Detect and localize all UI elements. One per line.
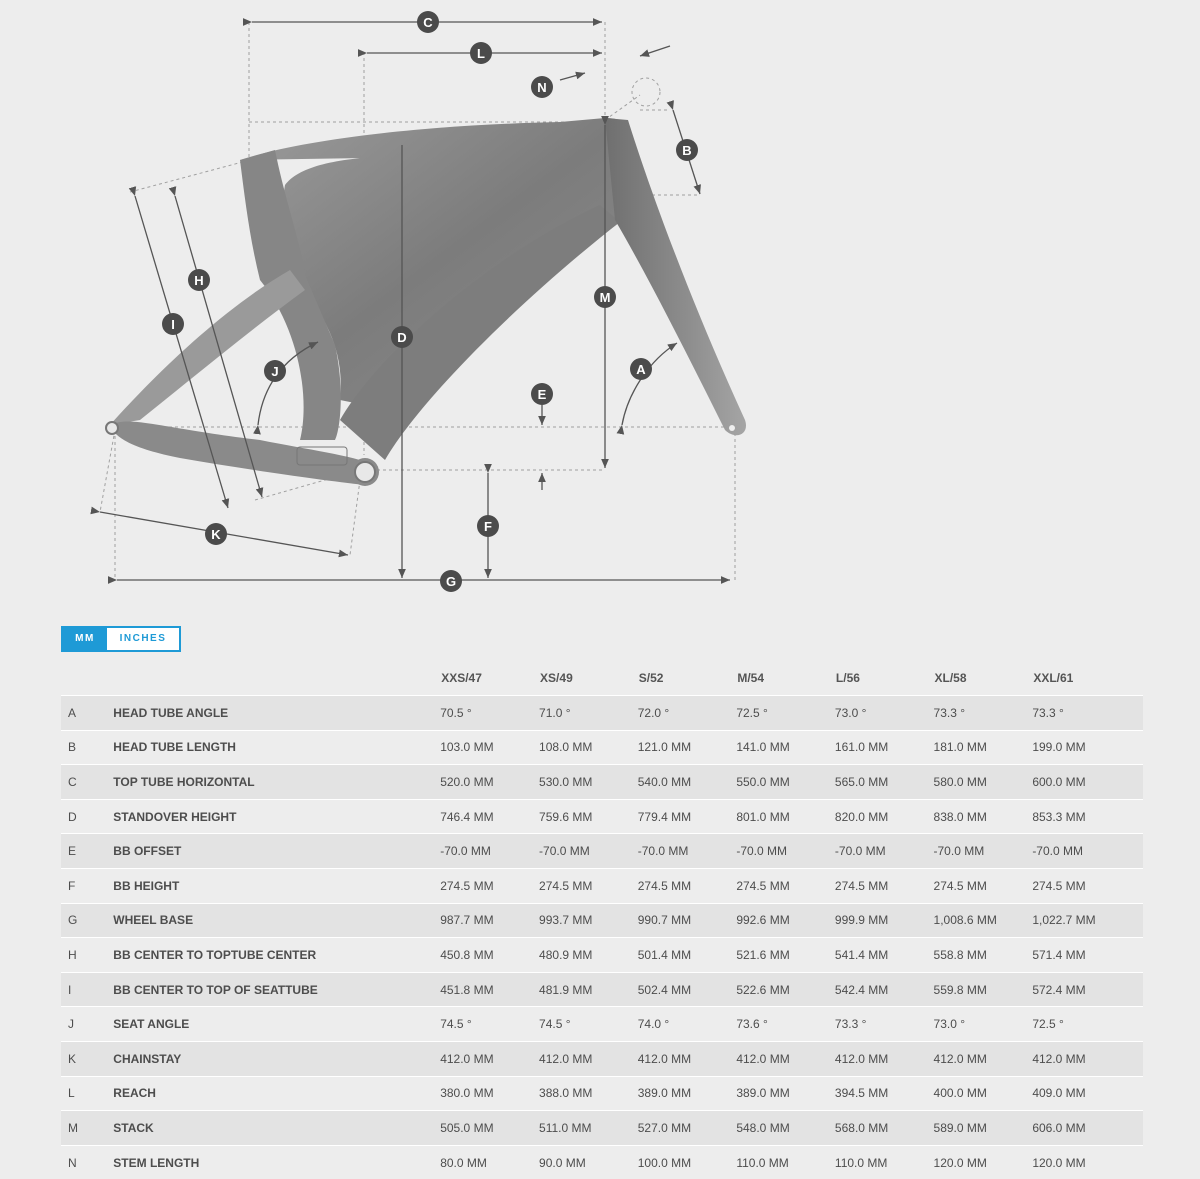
row-value: 73.0 ° (835, 696, 934, 731)
row-letter: H (61, 938, 113, 973)
row-value: 530.0 MM (539, 765, 638, 800)
row-value: 541.4 MM (835, 938, 934, 973)
row-value: 1,008.6 MM (934, 903, 1033, 938)
row-value: 71.0 ° (539, 696, 638, 731)
row-value: 110.0 MM (736, 1145, 835, 1179)
row-value: 450.8 MM (440, 938, 539, 973)
row-letter: G (61, 903, 113, 938)
row-value: 502.4 MM (638, 972, 737, 1007)
row-value: 181.0 MM (934, 730, 1033, 765)
row-value: 550.0 MM (736, 765, 835, 800)
row-value: 568.0 MM (835, 1111, 934, 1146)
row-letter: C (61, 765, 113, 800)
row-value: 274.5 MM (835, 868, 934, 903)
row-value: 74.0 ° (638, 1007, 737, 1042)
size-header: XL/58 (934, 660, 1033, 696)
svg-text:I: I (171, 317, 175, 332)
row-value: 572.4 MM (1032, 972, 1143, 1007)
row-value: 501.4 MM (638, 938, 737, 973)
row-name: STEM LENGTH (113, 1145, 440, 1179)
row-value: 73.3 ° (934, 696, 1033, 731)
geometry-table-body (61, 696, 1143, 1179)
table-row (61, 1076, 1143, 1111)
row-value: 412.0 MM (835, 1041, 934, 1076)
unit-inches-button[interactable]: INCHES (107, 628, 179, 650)
row-value: 90.0 MM (539, 1145, 638, 1179)
size-header: L/56 (835, 660, 934, 696)
marker-a (630, 358, 652, 380)
row-value: 571.4 MM (1032, 938, 1143, 973)
svg-text:J: J (271, 364, 278, 379)
row-value: 274.5 MM (440, 868, 539, 903)
svg-text:K: K (211, 527, 221, 542)
row-letter: A (61, 696, 113, 731)
size-header: XXS/47 (440, 660, 539, 696)
table-row (61, 1145, 1143, 1179)
row-value: 400.0 MM (934, 1076, 1033, 1111)
row-name: STACK (113, 1111, 440, 1146)
row-value: 70.5 ° (440, 696, 539, 731)
row-value: 999.9 MM (835, 903, 934, 938)
row-value: 380.0 MM (440, 1076, 539, 1111)
row-value: 110.0 MM (835, 1145, 934, 1179)
row-value: 779.4 MM (638, 799, 737, 834)
row-value: 558.8 MM (934, 938, 1033, 973)
geometry-table-header (61, 660, 1143, 696)
row-value: 542.4 MM (835, 972, 934, 1007)
marker-c (417, 11, 439, 33)
row-value: 992.6 MM (736, 903, 835, 938)
row-value: 412.0 MM (539, 1041, 638, 1076)
row-value: 274.5 MM (736, 868, 835, 903)
row-value: 527.0 MM (638, 1111, 737, 1146)
row-value: 565.0 MM (835, 765, 934, 800)
row-value: 274.5 MM (934, 868, 1033, 903)
table-row (61, 868, 1143, 903)
svg-text:N: N (537, 80, 546, 95)
row-value: 838.0 MM (934, 799, 1033, 834)
size-header: XS/49 (539, 660, 638, 696)
marker-h (188, 269, 210, 291)
row-value: 589.0 MM (934, 1111, 1033, 1146)
marker-m (594, 286, 616, 308)
row-value: 80.0 MM (440, 1145, 539, 1179)
table-row (61, 696, 1143, 731)
row-value: 100.0 MM (638, 1145, 737, 1179)
marker-n (531, 76, 553, 98)
row-letter: D (61, 799, 113, 834)
row-value: 74.5 ° (440, 1007, 539, 1042)
row-value: 520.0 MM (440, 765, 539, 800)
row-name: HEAD TUBE LENGTH (113, 730, 440, 765)
header-letter (61, 660, 113, 696)
row-value: -70.0 MM (638, 834, 737, 869)
row-value: 394.5 MM (835, 1076, 934, 1111)
row-value: -70.0 MM (539, 834, 638, 869)
row-letter: I (61, 972, 113, 1007)
row-value: 73.0 ° (934, 1007, 1033, 1042)
row-value: 801.0 MM (736, 799, 835, 834)
row-value: 505.0 MM (440, 1111, 539, 1146)
row-value: 274.5 MM (638, 868, 737, 903)
table-row (61, 730, 1143, 765)
unit-toggle (61, 626, 181, 652)
row-value: 511.0 MM (539, 1111, 638, 1146)
row-value: 120.0 MM (934, 1145, 1033, 1179)
marker-f (477, 515, 499, 537)
row-value: -70.0 MM (934, 834, 1033, 869)
row-value: 274.5 MM (539, 868, 638, 903)
size-header: S/52 (638, 660, 737, 696)
svg-text:D: D (397, 330, 406, 345)
table-row (61, 799, 1143, 834)
table-row (61, 903, 1143, 938)
row-value: -70.0 MM (1032, 834, 1143, 869)
row-name: HEAD TUBE ANGLE (113, 696, 440, 731)
table-row (61, 765, 1143, 800)
row-letter: N (61, 1145, 113, 1179)
row-value: 1,022.7 MM (1032, 903, 1143, 938)
row-value: 199.0 MM (1032, 730, 1143, 765)
row-name: BB CENTER TO TOP OF SEATTUBE (113, 972, 440, 1007)
row-value: -70.0 MM (736, 834, 835, 869)
row-name: SEAT ANGLE (113, 1007, 440, 1042)
row-value: 389.0 MM (638, 1076, 737, 1111)
row-value: 412.0 MM (1032, 1041, 1143, 1076)
row-name: BB CENTER TO TOPTUBE CENTER (113, 938, 440, 973)
marker-l (470, 42, 492, 64)
row-value: 72.5 ° (1032, 1007, 1143, 1042)
geometry-table (61, 660, 1143, 1179)
table-row (61, 1041, 1143, 1076)
marker-b (676, 139, 698, 161)
row-value: 993.7 MM (539, 903, 638, 938)
row-value: 990.7 MM (638, 903, 737, 938)
marker-i (162, 313, 184, 335)
row-value: 73.3 ° (835, 1007, 934, 1042)
svg-text:A: A (636, 362, 646, 377)
svg-text:F: F (484, 519, 492, 534)
table-row (61, 834, 1143, 869)
row-name: STANDOVER HEIGHT (113, 799, 440, 834)
size-header: XXL/61 (1032, 660, 1143, 696)
row-value: 580.0 MM (934, 765, 1033, 800)
row-value: 412.0 MM (736, 1041, 835, 1076)
table-row (61, 972, 1143, 1007)
row-value: 451.8 MM (440, 972, 539, 1007)
row-value: 388.0 MM (539, 1076, 638, 1111)
table-row (61, 1111, 1143, 1146)
row-letter: J (61, 1007, 113, 1042)
row-value: 120.0 MM (1032, 1145, 1143, 1179)
size-header: M/54 (736, 660, 835, 696)
row-value: -70.0 MM (440, 834, 539, 869)
marker-d (391, 326, 413, 348)
row-value: 559.8 MM (934, 972, 1033, 1007)
row-value: 121.0 MM (638, 730, 737, 765)
svg-text:E: E (538, 387, 547, 402)
svg-text:H: H (194, 273, 203, 288)
row-value: 540.0 MM (638, 765, 737, 800)
row-value: 521.6 MM (736, 938, 835, 973)
row-value: 274.5 MM (1032, 868, 1143, 903)
row-value: 72.0 ° (638, 696, 737, 731)
row-value: 108.0 MM (539, 730, 638, 765)
marker-j (264, 360, 286, 382)
row-letter: B (61, 730, 113, 765)
row-value: 412.0 MM (934, 1041, 1033, 1076)
svg-text:C: C (423, 15, 433, 30)
row-value: 389.0 MM (736, 1076, 835, 1111)
svg-text:G: G (446, 574, 456, 589)
svg-text:L: L (477, 46, 485, 61)
row-value: 74.5 ° (539, 1007, 638, 1042)
row-value: 853.3 MM (1032, 799, 1143, 834)
row-value: 73.6 ° (736, 1007, 835, 1042)
row-name: REACH (113, 1076, 440, 1111)
row-value: 746.4 MM (440, 799, 539, 834)
row-letter: E (61, 834, 113, 869)
svg-text:M: M (600, 290, 611, 305)
row-letter: K (61, 1041, 113, 1076)
row-value: 73.3 ° (1032, 696, 1143, 731)
size-header-row (61, 660, 1143, 696)
row-name: CHAINSTAY (113, 1041, 440, 1076)
svg-text:B: B (682, 143, 691, 158)
row-value: 481.9 MM (539, 972, 638, 1007)
marker-k (205, 523, 227, 545)
row-value: 412.0 MM (638, 1041, 737, 1076)
row-value: 412.0 MM (440, 1041, 539, 1076)
row-value: 141.0 MM (736, 730, 835, 765)
row-value: 409.0 MM (1032, 1076, 1143, 1111)
row-name: WHEEL BASE (113, 903, 440, 938)
row-value: 759.6 MM (539, 799, 638, 834)
row-letter: F (61, 868, 113, 903)
row-letter: M (61, 1111, 113, 1146)
row-value: 103.0 MM (440, 730, 539, 765)
row-value: 600.0 MM (1032, 765, 1143, 800)
marker-g (440, 570, 462, 592)
row-name: BB HEIGHT (113, 868, 440, 903)
row-value: 522.6 MM (736, 972, 835, 1007)
row-value: 548.0 MM (736, 1111, 835, 1146)
row-value: 606.0 MM (1032, 1111, 1143, 1146)
row-letter: L (61, 1076, 113, 1111)
unit-mm-button[interactable]: MM (63, 628, 107, 650)
row-name: TOP TUBE HORIZONTAL (113, 765, 440, 800)
row-name: BB OFFSET (113, 834, 440, 869)
row-value: 480.9 MM (539, 938, 638, 973)
header-name (113, 660, 440, 696)
marker-e (531, 383, 553, 405)
row-value: -70.0 MM (835, 834, 934, 869)
row-value: 72.5 ° (736, 696, 835, 731)
table-row (61, 938, 1143, 973)
table-row (61, 1007, 1143, 1042)
row-value: 820.0 MM (835, 799, 934, 834)
row-value: 987.7 MM (440, 903, 539, 938)
row-value: 161.0 MM (835, 730, 934, 765)
